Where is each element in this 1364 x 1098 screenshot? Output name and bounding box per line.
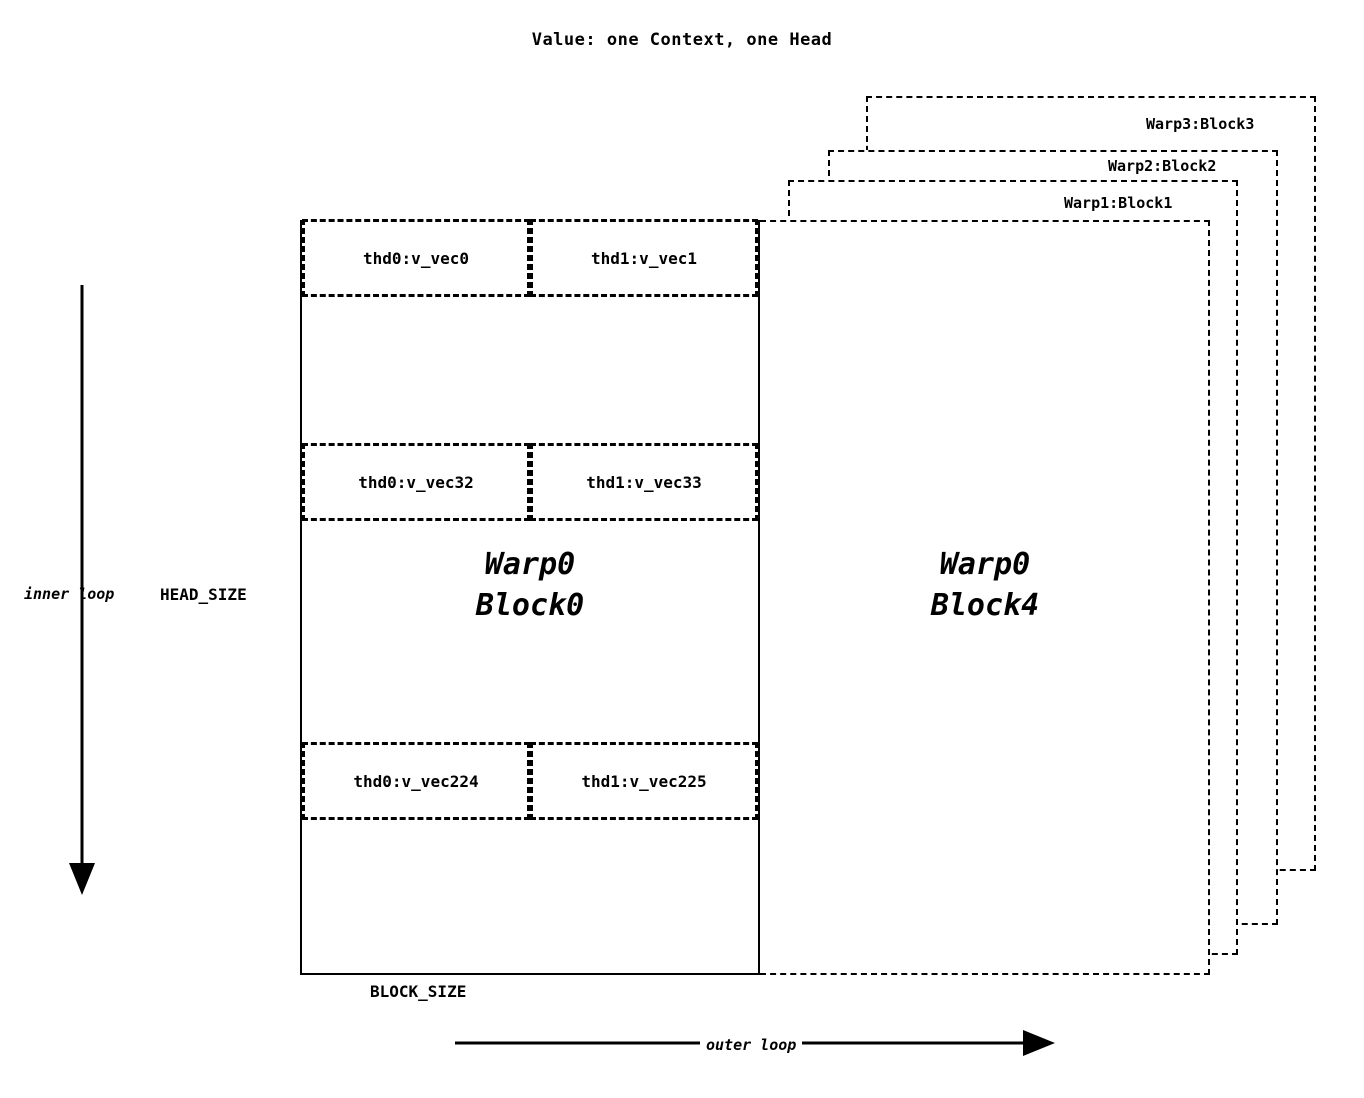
- block4-line2: Block4: [930, 587, 1040, 623]
- outer-loop-label: outer loop: [700, 1036, 802, 1054]
- stack-label-block2: Warp2:Block2: [1108, 157, 1217, 175]
- thread-cell-thd0-vvec224: thd0:v_vec224: [302, 742, 530, 820]
- block0-line2: Block0: [475, 587, 585, 623]
- head-size-label: HEAD_SIZE: [160, 585, 247, 604]
- block-card-block4-title: [760, 545, 1210, 626]
- thread-cell-thd1-vvec33: thd1:v_vec33: [530, 443, 758, 521]
- stack-label-block3: Warp3:Block3: [1146, 115, 1255, 133]
- block-card-block0-title: [300, 545, 760, 626]
- block0-line1: Warp0: [484, 547, 576, 582]
- thread-cell-thd1-vvec1: thd1:v_vec1: [530, 219, 758, 297]
- thread-cell-thd0-vvec0: thd0:v_vec0: [302, 219, 530, 297]
- block-size-label: BLOCK_SIZE: [370, 982, 467, 1001]
- stack-label-block1: Warp1:Block1: [1064, 194, 1173, 212]
- block4-line1: Warp0: [939, 547, 1031, 582]
- thread-cell-thd0-vvec32: thd0:v_vec32: [302, 443, 530, 521]
- thread-cell-thd1-vvec225: thd1:v_vec225: [530, 742, 758, 820]
- page-title: Value: one Context, one Head: [531, 30, 833, 50]
- inner-loop-label: inner loop: [24, 585, 115, 603]
